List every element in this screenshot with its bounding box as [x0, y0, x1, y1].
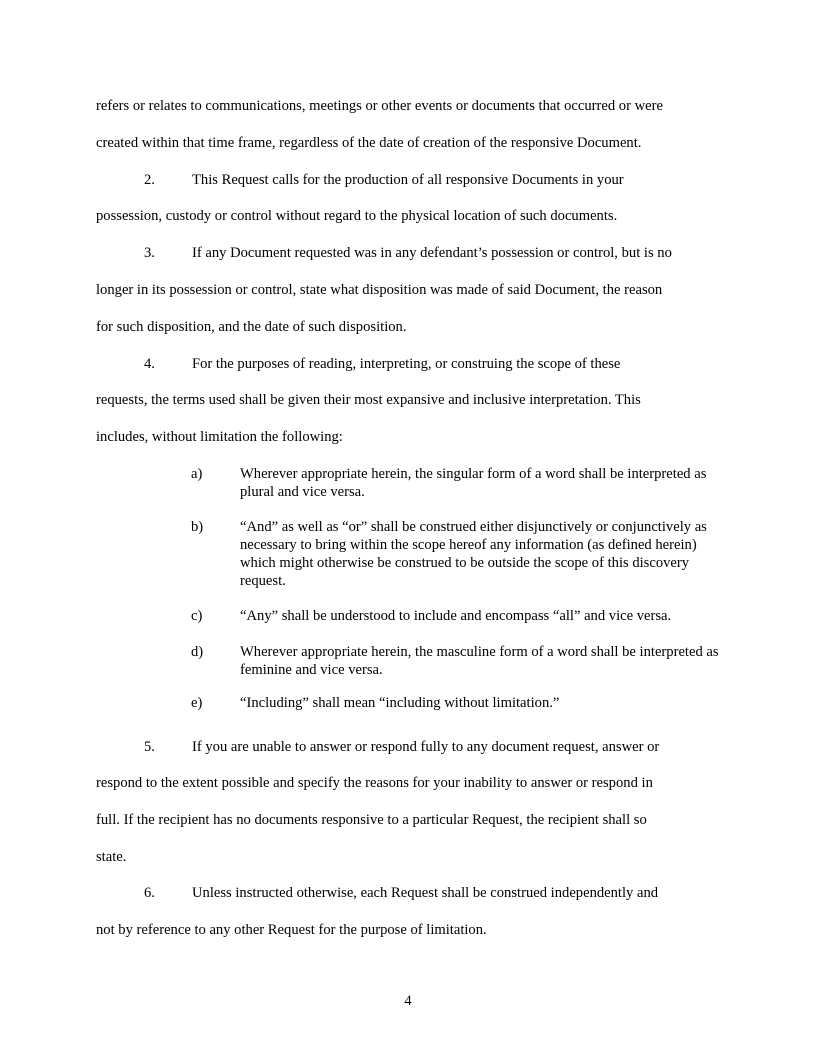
paragraph-text: full. If the recipient has no documents responsive to a particular Request, the recipient shall so [96, 812, 647, 828]
list-item-text: “And” as well as “or” shall be construed either disjunctively or conjunctively as necessary to bring within the scope hereof any information (as defined herein) which might otherwise be construed to be outside the scope of this discovery request. [240, 519, 707, 589]
paragraph-text: state. [96, 849, 127, 865]
list-item-label: a) [191, 466, 203, 482]
paragraph-number: 5. [144, 739, 155, 755]
paragraph-text: If you are unable to answer or respond fully to any document request, answer or [192, 739, 660, 755]
paragraph-number: 4. [144, 356, 155, 372]
list-item-label: b) [191, 519, 204, 535]
list-item-text: Wherever appropriate herein, the masculine form of a word shall be interpreted as feminine and vice versa. [240, 644, 719, 678]
list-item-label: d) [191, 644, 204, 660]
intro-line-1: refers or relates to communications, meetings or other events or documents that occurred or were [96, 98, 663, 114]
paragraph-text: respond to the extent possible and specify the reasons for your inability to answer or respond in [96, 775, 653, 791]
list-item-text: “Any” shall be understood to include and encompass “all” and vice versa. [240, 608, 672, 624]
paragraph-text: possession, custody or control without regard to the physical location of such documents. [96, 208, 618, 224]
paragraph-text: longer in its possession or control, state what disposition was made of said Document, the reason [96, 282, 663, 298]
paragraph-text: For the purposes of reading, interpreting, or construing the scope of these [192, 356, 621, 372]
page-number: 4 [404, 993, 412, 1009]
intro-line-2: created within that time frame, regardless of the date of creation of the responsive Document. [96, 135, 642, 151]
paragraph-text: not by reference to any other Request for the purpose of limitation. [96, 922, 487, 938]
list-item-label: e) [191, 695, 203, 711]
paragraph-number: 3. [144, 245, 155, 261]
paragraph-text: requests, the terms used shall be given their most expansive and inclusive interpretation. This [96, 392, 641, 408]
paragraph-number: 2. [144, 172, 155, 188]
paragraph-text: This Request calls for the production of all responsive Documents in your [192, 172, 624, 188]
paragraph-number: 6. [144, 885, 155, 901]
paragraph-text: If any Document requested was in any defendant’s possession or control, but is no [192, 245, 672, 261]
list-item-text: “Including” shall mean “including without limitation.” [240, 695, 560, 711]
list-item-label: c) [191, 608, 203, 624]
paragraph-text: for such disposition, and the date of such disposition. [96, 319, 407, 335]
list-item-text: Wherever appropriate herein, the singular form of a word shall be interpreted as plural and vice versa. [240, 466, 707, 500]
paragraph-text: Unless instructed otherwise, each Request shall be construed independently and [192, 885, 659, 901]
paragraph-text: includes, without limitation the following: [96, 429, 343, 445]
